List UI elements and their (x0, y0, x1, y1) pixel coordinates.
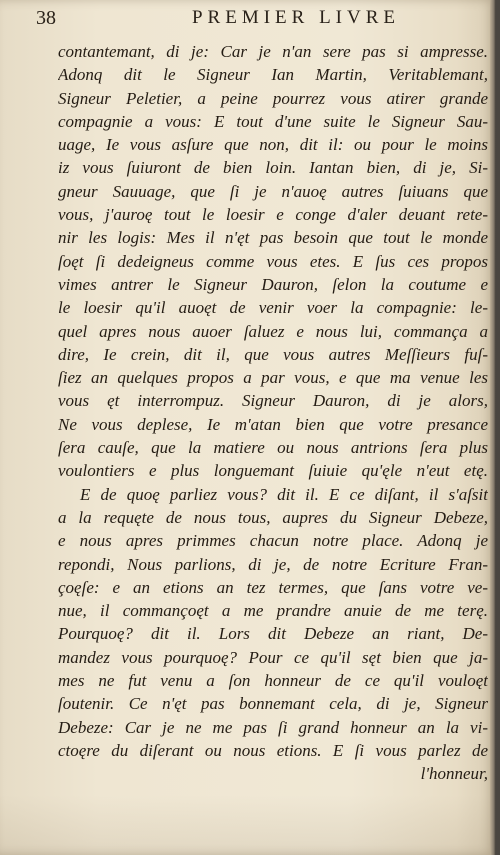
text-line: a la requęte de nous tous, aupres du Signeur Debeze, (58, 507, 488, 527)
page-shading (0, 795, 496, 855)
text-line: voulontiers e plus longuemant ſuiuie qu'ęle n'eut etę. (58, 461, 488, 481)
text-line: quel apres nous auoer ſaluez e nous lui, commança a (58, 321, 488, 341)
text-line: Debeze: Car je ne me pas ſi grand honneur an la vi- (58, 717, 488, 737)
text-line: le loesir qu'il auoęt de venir voer la compagnie: le- (58, 298, 488, 318)
text-line: e nous apres primmes chacun notre place. Adonq je (58, 531, 488, 551)
text-line: compagnie a vous: E tout d'une suite le Signeur Sau- (58, 111, 488, 131)
text-line: mandez vous pourquoę? Pour ce qu'il sęt bien que ja- (58, 647, 488, 667)
text-line: mes ne fut venu a ſon honneur de ce qu'il vouloęt (58, 671, 488, 691)
text-line: contantemant, di je: Car je n'an sere pas si ampresse. (58, 42, 488, 61)
book-spine-edge (490, 0, 496, 855)
text-line: l'honneur, (420, 764, 488, 784)
text-line: ſoutenir. Ce n'ęt pas bonnemant cela, di je, Signeur (58, 694, 488, 714)
text-line: çoęſe: e an etions an tez termes, que ſans votre ve- (58, 577, 488, 597)
text-line: Ne vous deplese, Ie m'atan bien que votre presance (58, 414, 488, 434)
text-line: vous ęt interrompuz. Signeur Dauron, di je alors, (58, 391, 488, 411)
text-line: E de quoę parliez vous? dit il. E ce diſant, il s'aſsit (80, 484, 488, 504)
page-header (36, 7, 476, 33)
page-number: 38 (36, 7, 56, 29)
body-text (58, 40, 488, 786)
text-line: ctoęre du diſerant ou nous etions. E ſi vous parlez de (58, 740, 488, 760)
running-title: PREMIER LIVRE (191, 7, 401, 28)
text-line: Signeur Peletier, a peine pourrez vous atirer grande (58, 88, 488, 108)
text-line: ſiez an quelques propos a par vous, e que ma venue les (58, 368, 488, 388)
text-line: dire, Ie crein, dit il, que vous autres Meſſieurs fuſ- (58, 344, 488, 364)
text-line: iz vous ſuiuront de bien loin. Iantan bien, di je, Si- (58, 158, 488, 178)
text-line: gneur Sauuage, que ſi je n'auoę autres ſuiuans que (58, 181, 488, 201)
text-line: nue, il commançoęt a me prandre anuie de me terę. (58, 601, 488, 621)
text-line: vous, j'auroę tout le loesir e conge d'aler deuant rete- (58, 205, 488, 225)
text-line: ſera cauſe, que la matiere ou nous antrions ſera plus (58, 438, 488, 458)
text-line: ſoęt ſi dedeigneus comme vous etes. E ſus ces propos (58, 251, 488, 271)
text-line: vimes antrer le Signeur Dauron, ſelon la coutume e (58, 274, 488, 294)
text-line: uage, Ie vous asſure que non, dit il: ou pour le moins (58, 135, 488, 155)
text-line: Adonq dit le Signeur Ian Martin, Veritablemant, (58, 65, 488, 85)
text-line: repondi, Nous parlions, di je, de notre Ecriture Fran- (58, 554, 488, 574)
text-line: Pourquoę? dit il. Lors dit Debeze an riant, De- (58, 624, 488, 644)
text-line: nir les logis: Mes il n'ęt pas besoin que tout le monde (58, 228, 488, 248)
